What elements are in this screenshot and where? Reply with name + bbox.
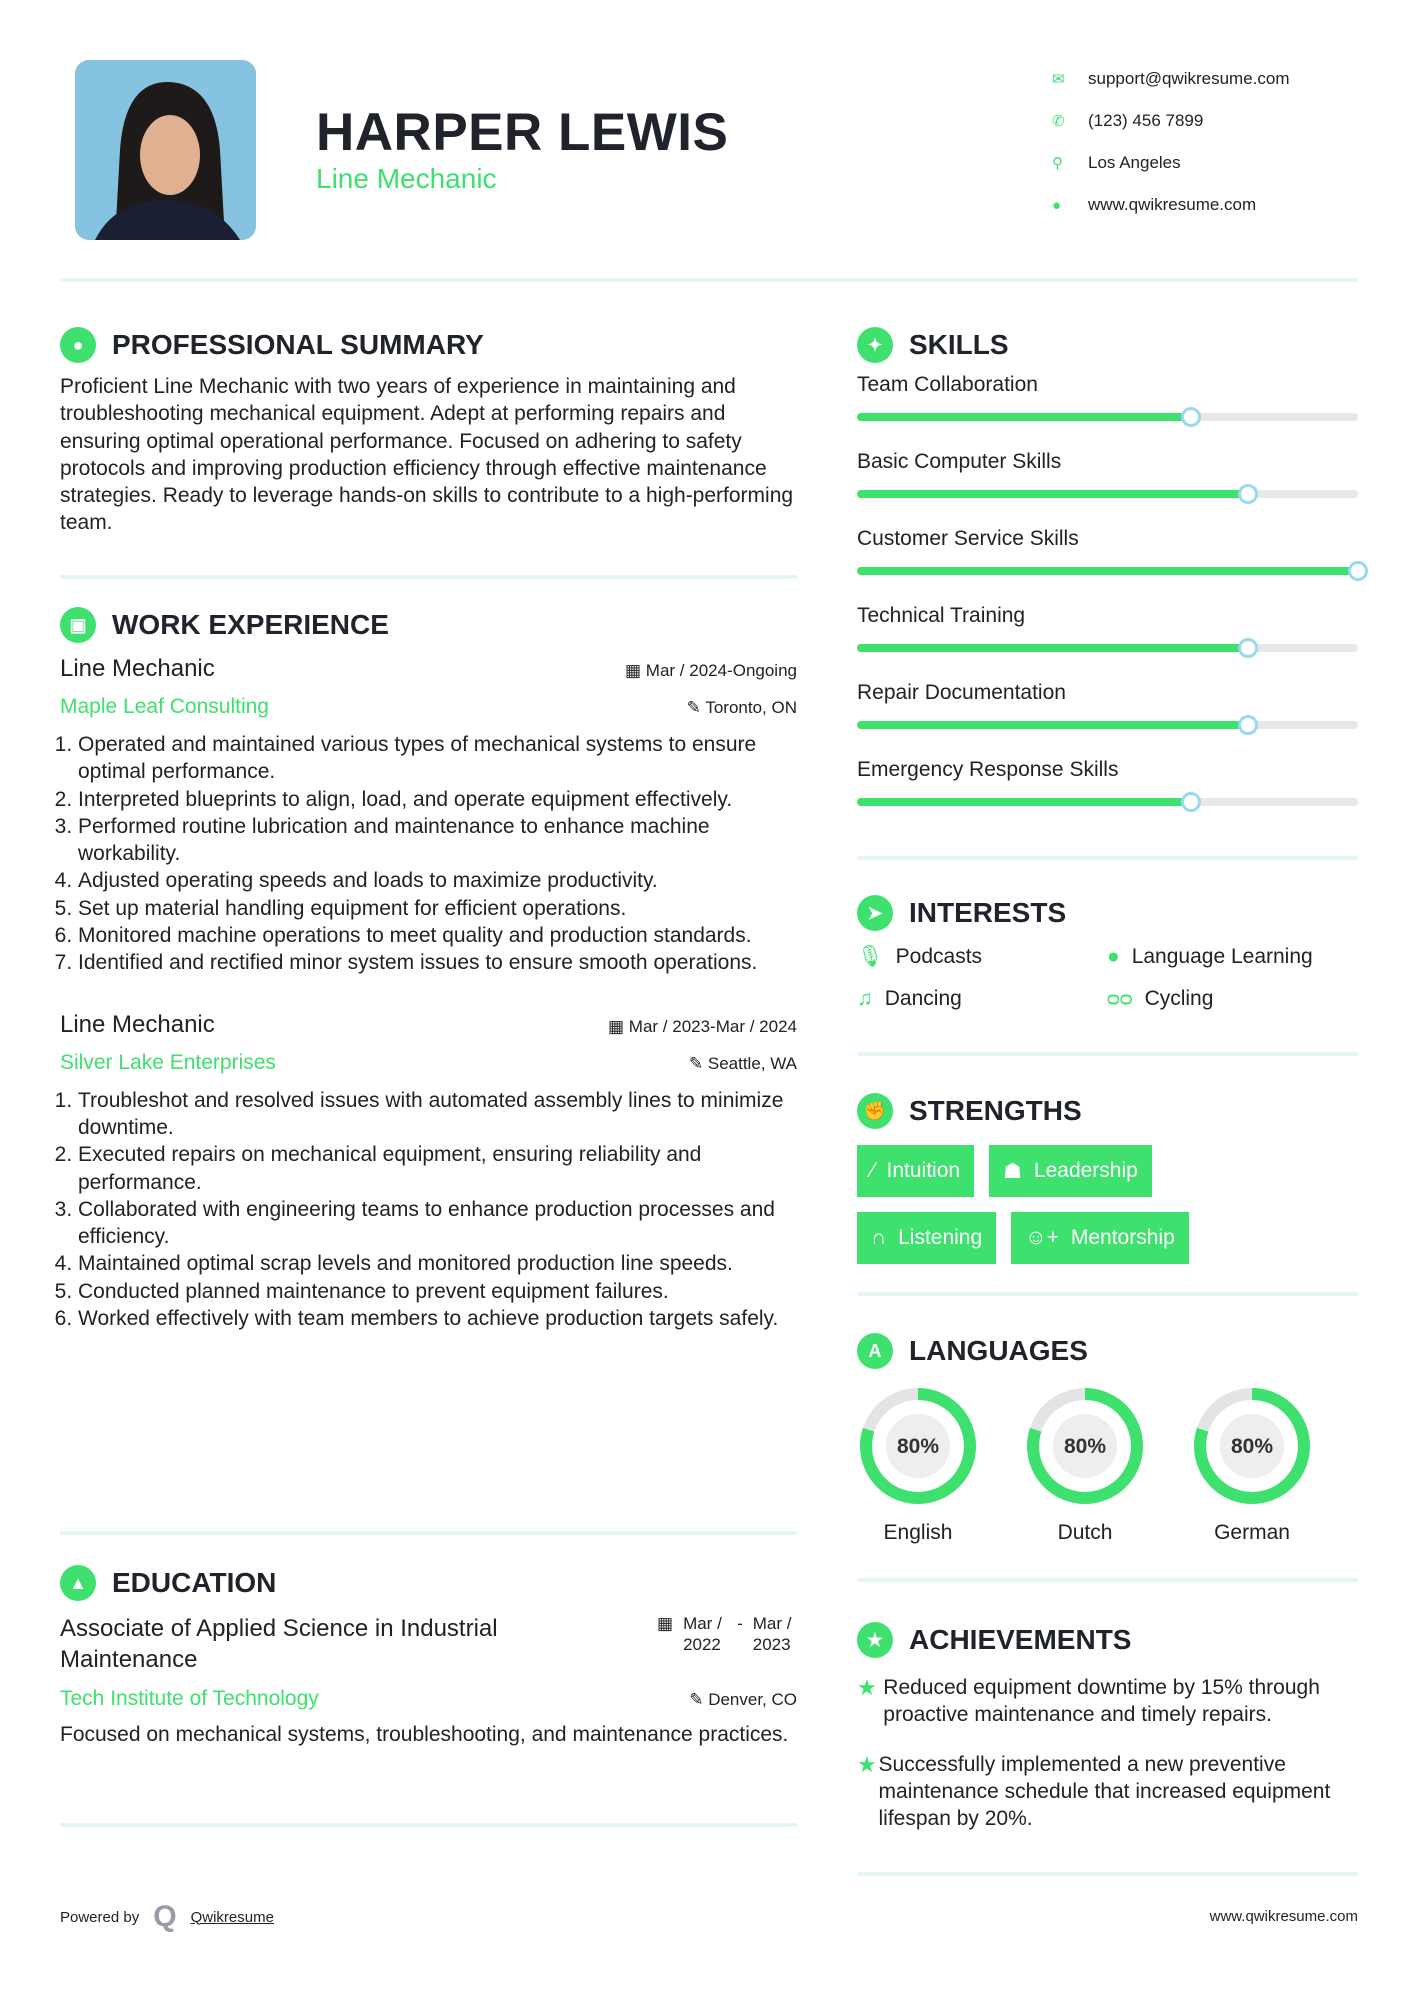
- language-ring: [1191, 1385, 1313, 1507]
- bullet-item: 6. Worked effectively with team members to achieve production targets safely.: [78, 1305, 797, 1332]
- skill-item: [857, 373, 1358, 450]
- strength-chip: [857, 1212, 996, 1264]
- candidate-title: Line Mechanic: [316, 163, 497, 194]
- envelope-icon: ✉: [1052, 71, 1065, 88]
- skill-fill: [857, 721, 1248, 729]
- achievement-item: [857, 1674, 1358, 1729]
- skill-knob: [1238, 638, 1258, 658]
- section-heading: EDUCATION: [112, 1567, 277, 1598]
- divider: [60, 1531, 797, 1535]
- skill-bar: [857, 567, 1358, 575]
- job-location: Seattle, WA: [707, 1053, 797, 1073]
- divider: [857, 1052, 1358, 1056]
- pin-icon: ✎: [689, 1690, 709, 1709]
- section-heading: STRENGTHS: [909, 1095, 1082, 1126]
- star-badge-icon: ★: [857, 1622, 893, 1658]
- bullet-item: 3. Performed routine lubrication and maintenance to enhance machine workability.: [78, 813, 797, 868]
- candidate-name: HARPER LEWIS: [316, 103, 729, 162]
- education-dates: ▦ Mar / 2022 - Mar / 2023: [657, 1613, 797, 1675]
- language-name: Dutch: [1057, 1521, 1113, 1544]
- achievements-section: [857, 1620, 1358, 1832]
- language-item: [1024, 1385, 1146, 1545]
- section-heading: LANGUAGES: [909, 1335, 1088, 1366]
- contact-phone: [1052, 100, 1290, 142]
- skill-bar: [857, 798, 1358, 806]
- calendar-icon: ▦: [625, 661, 646, 680]
- globe-icon: ●: [1107, 945, 1120, 968]
- fist-icon: ✊: [857, 1093, 893, 1129]
- map-pin-icon: ⚲: [1052, 155, 1063, 172]
- start-date: Mar / 2022: [683, 1614, 722, 1654]
- section-heading: PROFESSIONAL SUMMARY: [112, 329, 484, 360]
- profile-photo: [75, 60, 256, 240]
- bicycle-icon: ᴑᴑ: [1107, 987, 1133, 1010]
- language-percent: 80%: [896, 1435, 940, 1458]
- skill-fill: [857, 644, 1248, 652]
- skill-name: Repair Documentation: [857, 681, 1066, 704]
- interest-label: Podcasts: [895, 945, 983, 968]
- phone-icon: ✆: [1052, 113, 1065, 130]
- calendar-icon: ▦: [608, 1016, 629, 1036]
- skill-name: Basic Computer Skills: [857, 450, 1062, 473]
- section-heading: ACHIEVEMENTS: [909, 1624, 1132, 1655]
- school-name: Tech Institute of Technology: [60, 1687, 319, 1710]
- job-title: Line Mechanic: [60, 1010, 215, 1038]
- summary-section: [60, 325, 797, 537]
- graduation-icon: ▲: [60, 1565, 96, 1601]
- job-location: Toronto, ON: [705, 698, 797, 717]
- strength-chip: [989, 1145, 1152, 1197]
- briefcase-icon: ▣: [60, 607, 96, 643]
- language-name: English: [883, 1521, 953, 1544]
- microphone-icon: 🎙: [857, 945, 884, 968]
- skill-bar: [857, 413, 1358, 421]
- strength-label: Intuition: [886, 1159, 961, 1182]
- job-date: Mar / 2023-Mar / 2024: [628, 1016, 797, 1036]
- summary-text: Proficient Line Mechanic with two years of experience in maintaining and troubleshooting mechanical equipment. Adept at performing repairs and ensuring optimal operational performance. Focused on adhering to safety protocols and improving production efficiency through effective maintenance strategies. Ready to leverage hands-on skills to contribute to a high-performing team.: [60, 375, 794, 535]
- skill-bar: [857, 721, 1358, 729]
- strength-label: Leadership: [1033, 1159, 1138, 1182]
- qwikresume-logo-icon: Q: [153, 1900, 177, 1933]
- skill-bar: [857, 644, 1358, 652]
- interests-section: [857, 893, 1358, 1011]
- section-heading: WORK EXPERIENCE: [112, 609, 389, 640]
- divider: [857, 1292, 1358, 1296]
- company-name: Maple Leaf Consulting: [60, 695, 269, 718]
- calendar-icon: ▦: [657, 1614, 674, 1633]
- bullet-item: 4. Maintained optimal scrap levels and monitored production line speeds.: [78, 1250, 797, 1277]
- skill-name: Customer Service Skills: [857, 527, 1079, 550]
- skill-knob: [1238, 484, 1258, 504]
- education-section: [60, 1563, 797, 1748]
- strength-chip: [1011, 1212, 1189, 1264]
- achievement-text: Reduced equipment downtime by 15% through proactive maintenance and timely repairs.: [883, 1676, 1320, 1727]
- interest-item: [1107, 987, 1357, 1011]
- footer-powered: [60, 1900, 274, 1934]
- brand-link[interactable]: Qwikresume: [190, 1908, 274, 1926]
- pin-icon: ✎: [688, 1053, 708, 1073]
- divider: [857, 856, 1358, 860]
- languages-section: [857, 1331, 1358, 1545]
- job-entry: [60, 655, 797, 977]
- language-percent: 80%: [1063, 1435, 1107, 1458]
- language-percent: 80%: [1230, 1435, 1274, 1458]
- language-name: German: [1214, 1521, 1290, 1544]
- language-item: [857, 1385, 979, 1545]
- pin-icon: ✎: [686, 698, 706, 717]
- magic-wand-icon: ⁄: [871, 1159, 875, 1182]
- user-icon: ●: [60, 327, 96, 363]
- interest-item: [857, 987, 1107, 1011]
- interest-label: Cycling: [1144, 987, 1214, 1010]
- lightbulb-icon: ✦: [857, 327, 893, 363]
- skill-knob: [1181, 792, 1201, 812]
- skill-item: [857, 604, 1358, 681]
- degree-title: Associate of Applied Science in Industrial Maintenance: [60, 1615, 498, 1673]
- divider: [857, 1578, 1358, 1582]
- contact-list: [1052, 58, 1290, 226]
- job-title: Line Mechanic: [60, 655, 215, 682]
- section-heading: SKILLS: [909, 329, 1009, 360]
- skill-bar: [857, 490, 1358, 498]
- bullet-item: 2. Interpreted blueprints to align, load, and operate equipment effectively.: [78, 786, 797, 813]
- skill-fill: [857, 490, 1248, 498]
- powered-by-text: Powered by: [60, 1908, 140, 1926]
- school-location: Denver, CO: [708, 1690, 797, 1709]
- strength-label: Listening: [898, 1226, 983, 1249]
- education-text: Focused on mechanical systems, troubleshooting, and maintenance practices.: [60, 1723, 789, 1746]
- interest-label: Language Learning: [1131, 945, 1313, 968]
- contact-website[interactable]: [1052, 184, 1290, 226]
- translate-icon: A: [857, 1333, 893, 1369]
- bullet-item: 7. Identified and rectified minor system issues to ensure smooth operations.: [78, 949, 797, 976]
- headphones-icon: ∩: [871, 1226, 887, 1249]
- skill-fill: [857, 798, 1191, 806]
- divider: [857, 1872, 1358, 1876]
- contact-text: support@qwikresume.com: [1088, 69, 1290, 88]
- skill-fill: [857, 567, 1358, 575]
- skill-item: [857, 681, 1358, 758]
- work-section: [60, 605, 797, 1332]
- star-icon: ★: [857, 1675, 877, 1700]
- skills-section: [857, 325, 1358, 835]
- company-name: Silver Lake Enterprises: [60, 1050, 276, 1074]
- bullet-item: 6. Monitored machine operations to meet quality and production standards.: [78, 922, 797, 949]
- bullet-item: 5. Set up material handling equipment for efficient operations.: [78, 895, 797, 922]
- strengths-section: [857, 1091, 1358, 1264]
- contact-text: Los Angeles: [1088, 153, 1181, 172]
- footer-website[interactable]: www.qwikresume.com: [1209, 1908, 1358, 1925]
- bullet-item: 3. Collaborated with engineering teams to enhance production processes and efficiency.: [78, 1196, 797, 1251]
- job-bullets: [60, 731, 797, 977]
- users-icon: ☗: [1003, 1159, 1022, 1183]
- header-divider: [60, 278, 1358, 282]
- skill-name: Emergency Response Skills: [857, 758, 1119, 781]
- bullet-item: 1. Troubleshot and resolved issues with automated assembly lines to minimize downtime.: [78, 1087, 797, 1142]
- contact-text: (123) 456 7899: [1088, 111, 1204, 130]
- skill-knob: [1238, 715, 1258, 735]
- strength-chip: [857, 1145, 974, 1197]
- strength-label: Mentorship: [1070, 1226, 1175, 1249]
- skill-name: Technical Training: [857, 604, 1026, 627]
- contact-location: [1052, 142, 1290, 184]
- job-entry: [60, 1011, 797, 1333]
- star-icon: ★: [857, 1751, 877, 1777]
- contact-email[interactable]: [1052, 58, 1290, 100]
- bullet-item: 2. Executed repairs on mechanical equipment, ensuring reliability and performance.: [78, 1141, 797, 1196]
- contact-text: www.qwikresume.com: [1088, 195, 1257, 214]
- interest-item: [1107, 945, 1357, 969]
- divider: [60, 575, 797, 579]
- divider: [60, 1823, 797, 1827]
- skill-item: [857, 527, 1358, 604]
- bullet-item: 1. Operated and maintained various types of mechanical systems to ensure optimal performance.: [78, 731, 797, 786]
- skill-fill: [857, 413, 1191, 421]
- end-date: Mar / 2023: [752, 1614, 792, 1654]
- job-bullets: [60, 1087, 797, 1333]
- achievement-text: Successfully implemented a new preventive maintenance schedule that increased equipment lifespan by 20%.: [878, 1752, 1331, 1831]
- paper-plane-icon: ➤: [857, 895, 893, 931]
- language-ring: [1024, 1385, 1146, 1507]
- language-item: [1191, 1385, 1313, 1545]
- interest-item: [857, 945, 1107, 969]
- achievement-item: [857, 1751, 1358, 1833]
- bullet-item: 4. Adjusted operating speeds and loads to maximize productivity.: [78, 867, 797, 894]
- job-date: Mar / 2024-Ongoing: [645, 661, 797, 680]
- skill-knob: [1348, 561, 1368, 581]
- interest-label: Dancing: [884, 987, 962, 1010]
- section-heading: INTERESTS: [909, 897, 1067, 928]
- globe-icon: ●: [1052, 196, 1062, 214]
- skill-item: [857, 758, 1358, 835]
- skill-knob: [1181, 407, 1201, 427]
- music-icon: ♫: [857, 987, 873, 1010]
- user-plus-icon: ☺+: [1025, 1226, 1059, 1249]
- skill-name: Team Collaboration: [857, 373, 1038, 396]
- language-ring: [857, 1385, 979, 1507]
- bullet-item: 5. Conducted planned maintenance to prevent equipment failures.: [78, 1278, 797, 1305]
- skill-item: [857, 450, 1358, 527]
